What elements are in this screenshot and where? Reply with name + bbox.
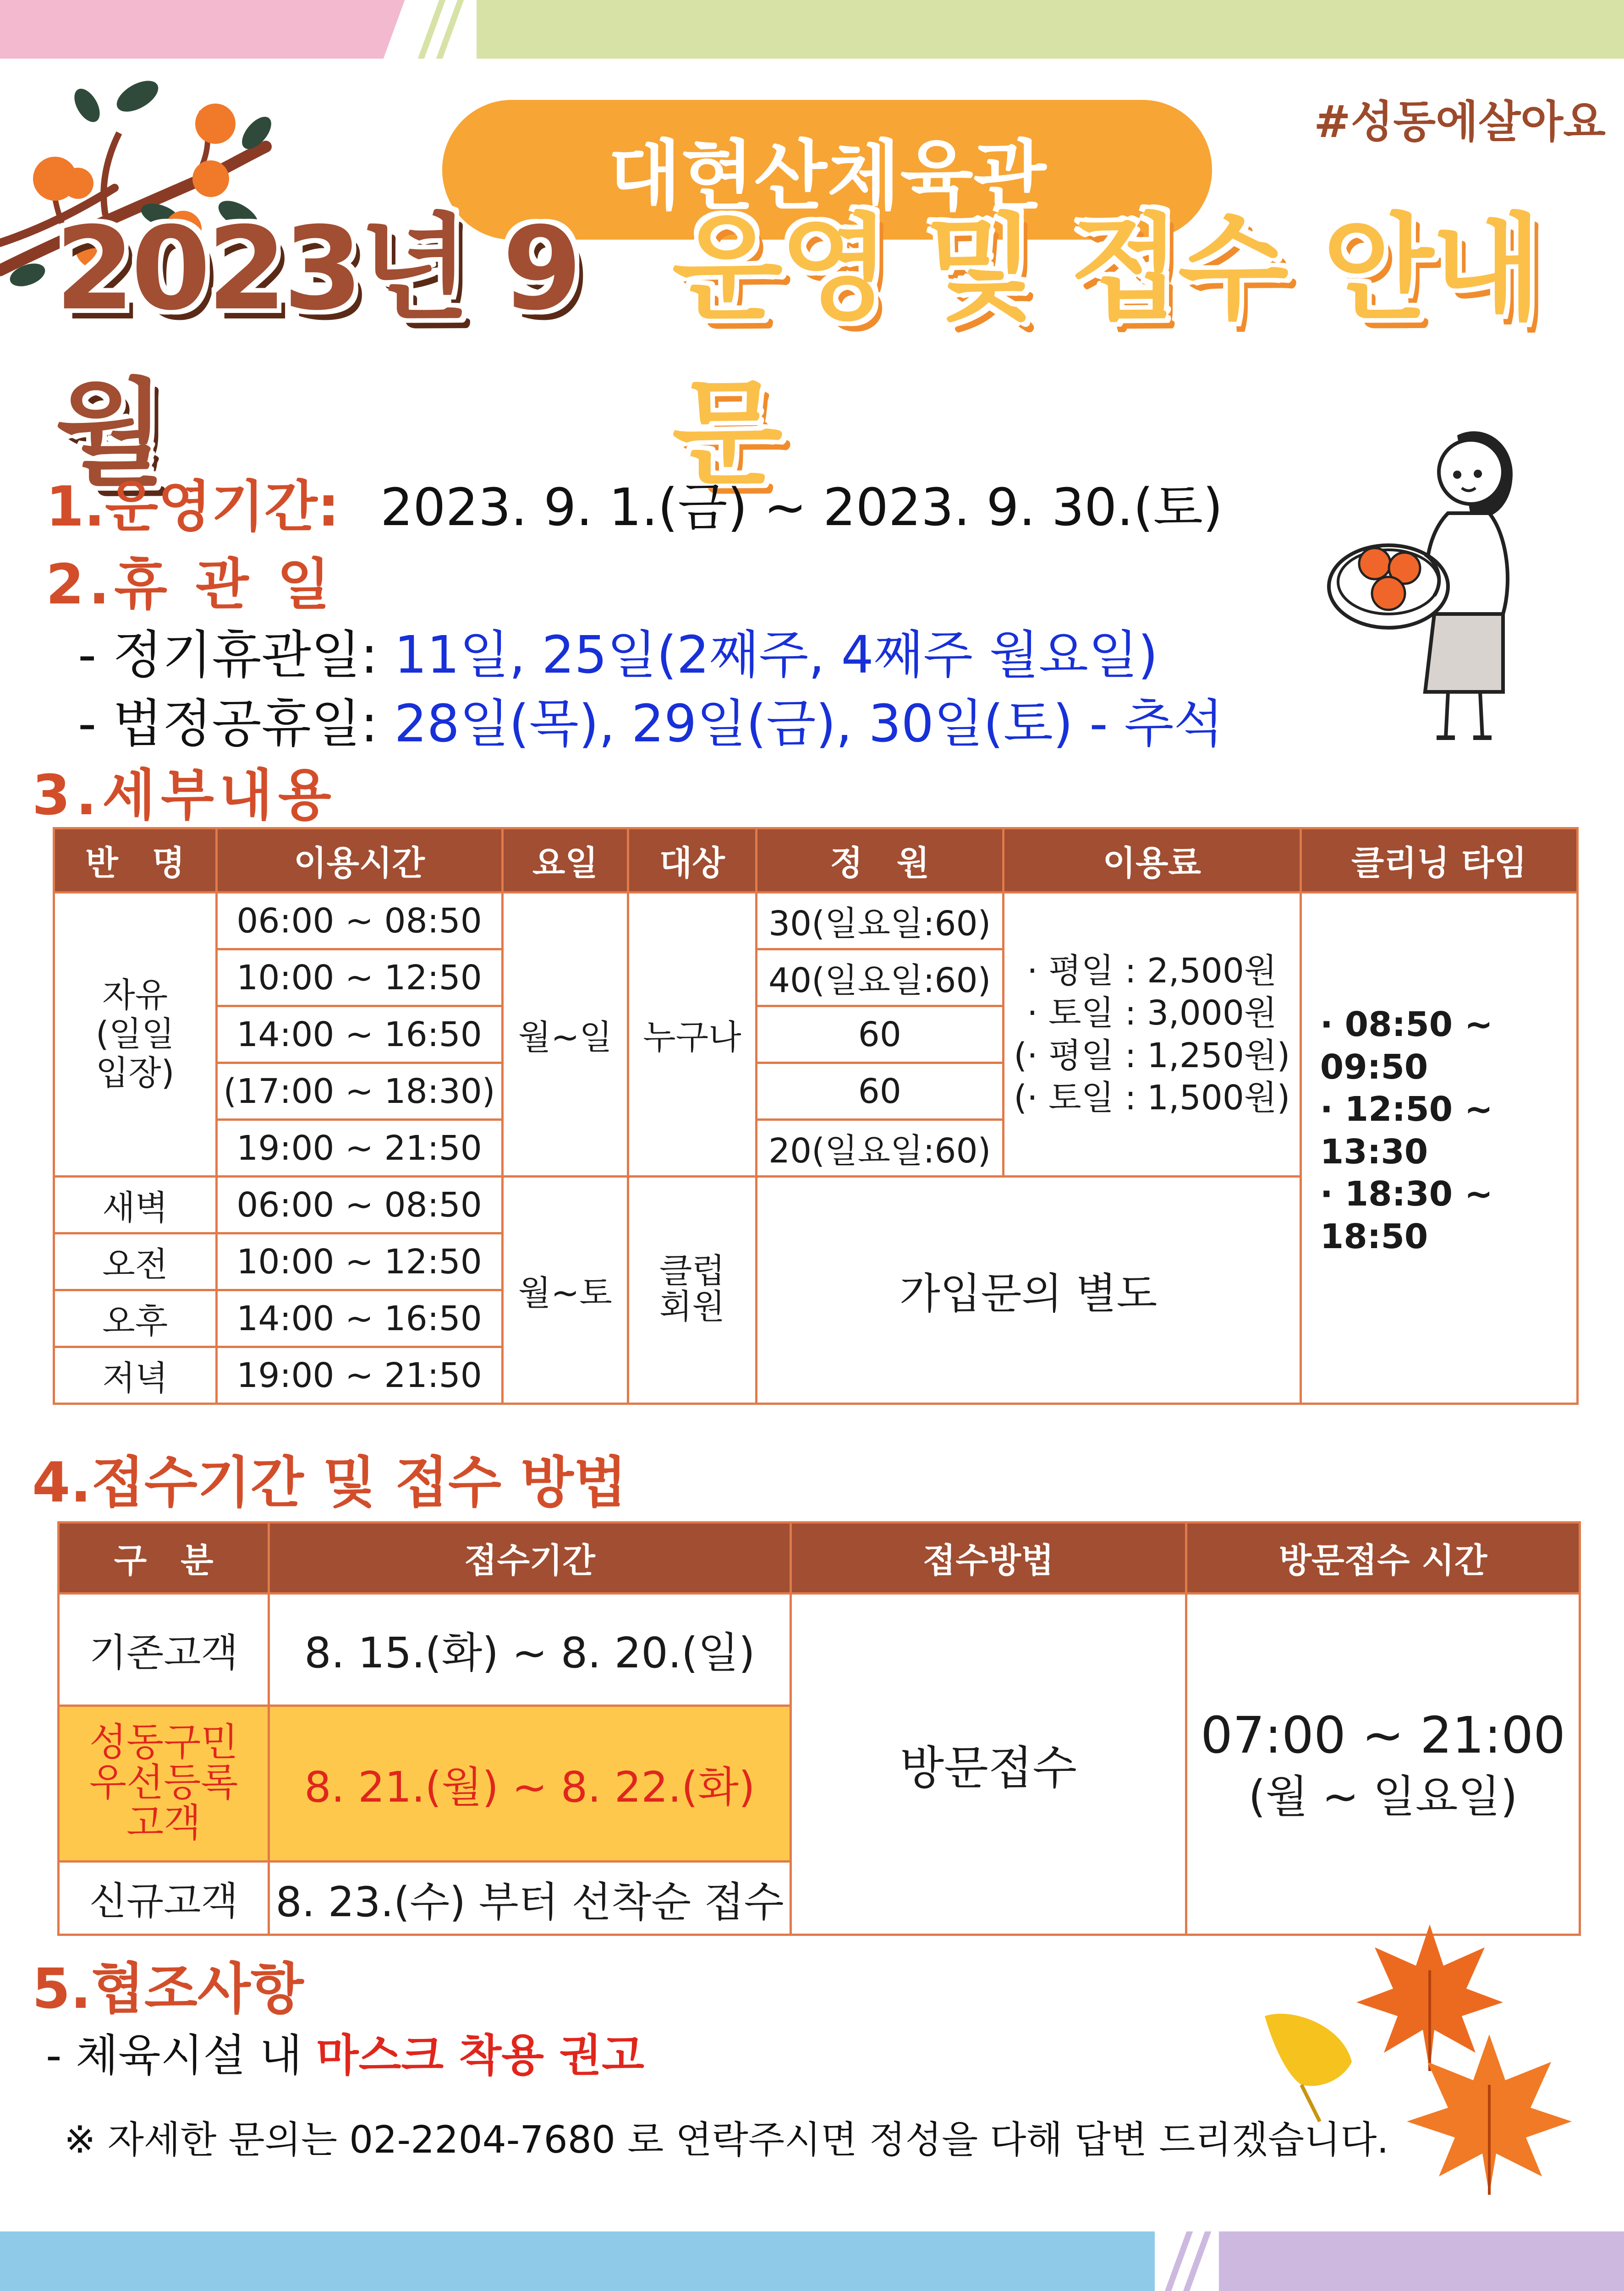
col-header-visit-time: 방문접수 시간 xyxy=(1186,1523,1580,1594)
col-header-capacity: 정 원 xyxy=(756,828,1003,893)
regular-closure-value: 11일, 25일(2째주, 4째주 월요일) xyxy=(394,625,1158,685)
club-class-days: 월~토 xyxy=(502,1177,628,1404)
col-header-time: 이용시간 xyxy=(216,828,502,893)
registration-period: 8. 15.(화) ~ 8. 20.(일) xyxy=(269,1594,790,1706)
capacity-cell: 40(일요일:60) xyxy=(756,949,1003,1006)
cleaning-time: · 12:50 ~ 13:30 xyxy=(1320,1090,1493,1172)
fee-line: · 평일 : 2,500원 xyxy=(1027,951,1277,991)
section-4-title: 4.접수기간 및 접수 방법 xyxy=(32,1451,627,1515)
page-title xyxy=(55,202,1576,500)
ginkgo-leaf-icon xyxy=(1251,1998,1361,2126)
capacity-cell: 60 xyxy=(756,1063,1003,1120)
visit-time: 07:00 ~ 21:00 xyxy=(1200,1706,1566,1765)
time-cell: 19:00 ~ 21:50 xyxy=(216,1120,502,1177)
registration-period: 8. 23.(수) 부터 선착순 접수 xyxy=(269,1862,790,1935)
capacity-cell: 30(일요일:60) xyxy=(756,893,1003,949)
top-stripe-green xyxy=(477,0,1624,59)
time-cell: 06:00 ~ 08:50 xyxy=(216,1177,502,1233)
free-class-target: 누구나 xyxy=(628,893,757,1177)
free-class-days: 월~일 xyxy=(502,893,628,1177)
cleaning-time: · 08:50 ~ 09:50 xyxy=(1320,1005,1493,1087)
col-header-cleaning: 클리닝 타임 xyxy=(1300,828,1577,893)
time-cell: (17:00 ~ 18:30) xyxy=(216,1063,502,1120)
time-cell: 14:00 ~ 16:50 xyxy=(216,1006,502,1063)
cleaning-time: · 18:30 ~ 18:50 xyxy=(1320,1174,1493,1256)
cooperation-item xyxy=(46,2021,644,2083)
col-header-days: 요일 xyxy=(502,828,628,893)
fee-line: · 토일 : 3,000원 xyxy=(1027,993,1277,1033)
col-header-fee: 이용료 xyxy=(1003,828,1300,893)
registration-period-priority: 8. 21.(월) ~ 8. 22.(화) xyxy=(269,1706,790,1862)
club-class-name: 오후 xyxy=(54,1290,217,1347)
capacity-cell: 20(일요일:60) xyxy=(756,1120,1003,1177)
col-header-method: 접수방법 xyxy=(790,1523,1186,1594)
registration-method: 방문접수 xyxy=(790,1594,1186,1935)
customer-type: 기존고객 xyxy=(59,1594,269,1706)
club-class-name: 오전 xyxy=(54,1233,217,1290)
fee-cell xyxy=(1003,893,1300,1177)
club-class-target-text: 클럽 회원 xyxy=(659,1251,725,1326)
mask-recommendation: 마스크 착용 권고 xyxy=(316,2030,644,2081)
woman-with-basket-icon xyxy=(1320,417,1558,747)
regular-closure xyxy=(78,614,1158,688)
top-stripe-pink xyxy=(0,0,412,59)
table-row xyxy=(59,1594,1580,1706)
section-5-title: 5.협조사항 xyxy=(32,1957,304,2021)
holiday-closure xyxy=(78,683,1223,756)
time-cell: 14:00 ~ 16:50 xyxy=(216,1290,502,1347)
title-subject: 운영 및 접수 안내문 xyxy=(672,202,1539,500)
visit-days: (월 ~ 일요일) xyxy=(1248,1771,1518,1823)
customer-type-priority-text: 성동구민 우선등록 고객 xyxy=(89,1719,238,1846)
holiday-closure-label: - 법정공휴일: xyxy=(78,694,378,754)
section-3-title: 3.세부내용 xyxy=(32,764,337,828)
time-cell: 10:00 ~ 12:50 xyxy=(216,1233,502,1290)
regular-closure-label: - 정기휴관일: xyxy=(78,625,378,685)
schedule-table xyxy=(53,827,1579,1405)
time-cell: 19:00 ~ 21:50 xyxy=(216,1347,502,1404)
free-class-name-text: 자유 (일일 입장) xyxy=(95,975,175,1093)
operation-period: 2023. 9. 1.(금) ~ 2023. 9. 30.(토) xyxy=(380,478,1223,537)
capacity-cell: 60 xyxy=(756,1006,1003,1063)
bottom-stripe-purple xyxy=(1219,2231,1624,2291)
customer-type: 신규고객 xyxy=(59,1862,269,1935)
col-header-period: 접수기간 xyxy=(269,1523,790,1594)
section-2-title: 2.휴 관 일 xyxy=(46,553,335,617)
club-class-target xyxy=(628,1177,757,1404)
fee-line: (· 평일 : 1,250원) xyxy=(1014,1036,1290,1075)
section-1-title: 1.운영기간: xyxy=(46,475,340,539)
customer-type-priority xyxy=(59,1706,269,1862)
free-class-name xyxy=(54,893,217,1177)
hashtag: #성동에살아요 xyxy=(1314,96,1606,148)
club-class-name: 저녁 xyxy=(54,1347,217,1404)
cooperation-prefix: - 체육시설 내 xyxy=(46,2030,316,2081)
time-cell: 06:00 ~ 08:50 xyxy=(216,893,502,949)
registration-table xyxy=(57,1521,1581,1936)
bottom-stripe-blue xyxy=(0,2231,1155,2291)
time-cell: 10:00 ~ 12:50 xyxy=(216,949,502,1006)
title-date: 2023년 9월 xyxy=(55,202,579,500)
club-class-name: 새벽 xyxy=(54,1177,217,1233)
col-header-target: 대상 xyxy=(628,828,757,893)
table-row xyxy=(54,893,1578,949)
facility-title: 대현산체육관 xyxy=(442,100,1212,240)
visit-hours xyxy=(1186,1594,1580,1935)
fee-line: (· 토일 : 1,500원) xyxy=(1014,1078,1290,1118)
cleaning-cell xyxy=(1300,893,1577,1404)
col-header-type: 구 분 xyxy=(59,1523,269,1594)
maple-leaf-icon xyxy=(1398,2025,1581,2199)
club-note: 가입문의 별도 xyxy=(756,1177,1300,1404)
col-header-class: 반 명 xyxy=(54,828,217,893)
holiday-closure-value: 28일(목), 29일(금), 30일(토) - 추석 xyxy=(394,694,1223,754)
contact-note: ※ 자세한 문의는 02-2204-7680 로 연락주시면 정성을 다해 답변 드리겠습니다. xyxy=(64,2118,1389,2162)
